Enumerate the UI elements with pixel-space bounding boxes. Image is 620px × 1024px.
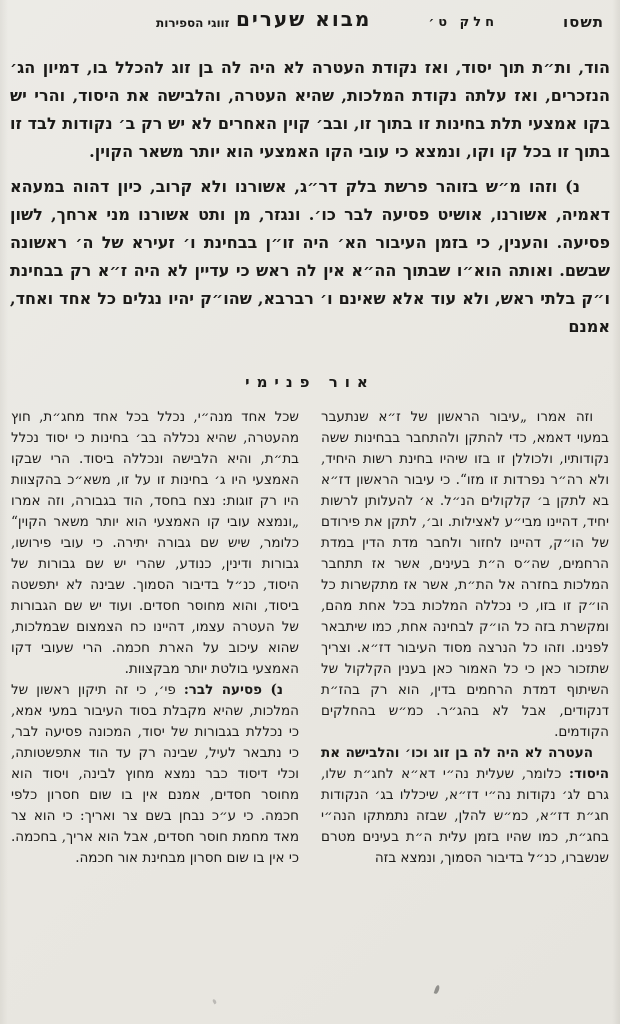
paragraph-text: וזה אמרו „עיבור הראשון של ז״א שנתעבר במעוי דאמא, כדי להתקן ולהתחבר בבחינות ששה נקודותיו, ולכוללן זו בזו שיהיו בחינת רשות היחיד, ולא רה״ר נפרדות זו מזו“. כי עיבור הראשון דז״א בא לתקן ב׳ קלקולים הנ״ל. א׳ להעלותן לרשות יחיד, דהיינו מבי״ע לאצילות. וב׳, לתקן את פירודם של הו״ק, דהיינו לחזור ולחבר מדת הדין במדת הרחמים, שה״ס ה״ת בעינים, אשר אז תתחבר המלכות בחזרה אל הת״ת, אשר אז מתקשרות כל הו״ק זו בזו, כי נכללה המלכות בכל אחת מהם, ומקשרת בזה כל הו״ק לבחינה אחת, כמו שיתבאר לפנינו. וזהו כל הנרצה מסוד העיבור דז״א. וצריך שתזכור כאן כי כל האמור כאן בענין הקלקול של השיתוף דמדת הרחמים בדין, הוא רק בהז״ת דנקודים, אבל לא בהג״ר. כמ״ש בהחלקים הקודמים. (321, 409, 609, 740)
paragraph-lead: העטרה לא היה לה בן זוג וכו׳ והלבישה את היסוד: (321, 745, 610, 782)
paragraph-text: פי׳, כי זה תיקון ראשון של המלכות, שהיא מקבלת בסוד העיבור במעי אמא, כי נכללת בגבורות של יסוד, המכונה פסיעה לבר, כי נתבאר לעיל, שבינה רק עד הוד אתפשטותה, וכלי דיסוד כבר נמצא מחוץ לבינה, ויסוד הוא מחוסר חסדים, אמנם אין בו שום חסרון כלפי חכמה. כי ע״כ נבחן בשם צר ואריך: כי הוא צר מאד מחמת חוסר חסדים, אבל הוא אריך, בחכמה. כי אין בו שום חסרון מבחינת אור חכמה. (11, 682, 299, 866)
page-header (0, 0, 620, 46)
commentary-columns (0, 407, 620, 869)
commentary-paragraph (11, 680, 299, 869)
book-title: מבוא שערים (236, 7, 372, 31)
paragraph-text: כלומר, שעלית נה״י דא״א לחג״ת שלו, גרם לג׳ נקודות נה״י דז״א, שיכללו בג׳ הנקודות חג״ת דז״א, כמ״ש להלן, שבזה נתמתקו הנה״י בחג״ת, כמו שהיו בזמן עלית ה״ת בעינים מטרם שנשברו, כנ״ל בדיבור הסמוך, ונמצא בזה (321, 766, 609, 866)
commentary-paragraph-continuation (11, 407, 299, 680)
paragraph-lead: נ) פסיעה לבר: (183, 682, 283, 698)
paragraph-text: שכל אחד מנה״י, נכלל בכל אחד מחג״ת, חוץ מהעטרה, שהיא נכללה בב׳ בחינות כי יסוד נכלל בת״ת, והיא הלבישה ונכללה ביסוד. הרי שבקו האמצעי היו ג׳ בחינות זו על זו, משא״כ בהקצוות היו רק זוגות: נצח בחסד, הוד בגבורה, וזה אמרו „ונמצא עובי קו האמצעי הוא יותר משאר הקוין“ כלומר, שיש שם גבורה יתירה. כי עובי פירושו, גבורות ודינין, כנודע, שהרי יש שם גבורות של היסוד, כנ״ל בדיבור הסמוך. שבינה לא יתפשטה ביסוד, והוא מחוסר חסדים. ועוד יש שם הגבורות של העטרה עצמו, דהיינו כח הצמצום שבמלכות, שהוא עיכוב על הארת חכמה. הרי שעובי דקו האמצעי בולטת יותר מבקצוות. (11, 409, 299, 677)
page-number: תשסו (563, 13, 604, 31)
source-paragraph-continuation: הוד, ות״ת תוך יסוד, ואז נקודת העטרה לא היה לה בן זוג להכלל בו, דמיון הג׳ הנזכרים, ואז עלתה נקודת המלכות, שהיא העטרה, והלבישה את היסוד, והרי יש בקו אמצעי תלת בחינות זו בתוך זו, ובב׳ קוין האחרים לא יש רק ב׳ נקודות לבד זו בתוך זו בכל קו וקו, ונמצא כי עובי הקו האמצעי הוא יותר משאר הקוין. (10, 58, 610, 161)
scan-artifact (434, 985, 441, 995)
running-topic: זווגי הספירות (156, 16, 230, 30)
part-label: חלק ט׳ (428, 15, 498, 30)
source-paragraph: נ) וזהו מ״ש בזוהר פרשת בלק דר״ג, אשורנו ולא קרוב, כיון דהוה במעהא דאמיה, אשורנו, אושיט פסיעה לבר כו׳. ונגזר, מן ותט אשורנו מני ארחך, לשון פסיעה. והענין, כי בזמן העיבור הא׳ היה זו״ן בבחינת ו׳ זעירא של ה׳ ראשונה שבשם. ואותה הוא״ו שבתוך הה״א אין לה ראש כי עדיין לא היה ז״א רק בבחינת ו״ק בלתי ראש, ולא עוד אלא שאינם ו׳ רברבא, שהו״ק יהיו נגלים כל אחד ואחד, אמנם (10, 177, 610, 336)
commentary-paragraph (321, 407, 609, 743)
commentary-right-column (321, 407, 609, 869)
commentary-heading: אור פנימי (245, 373, 375, 391)
source-text-section (0, 46, 620, 341)
commentary-paragraph (321, 743, 609, 869)
scan-artifact (212, 999, 217, 1005)
commentary-left-column (11, 407, 299, 869)
